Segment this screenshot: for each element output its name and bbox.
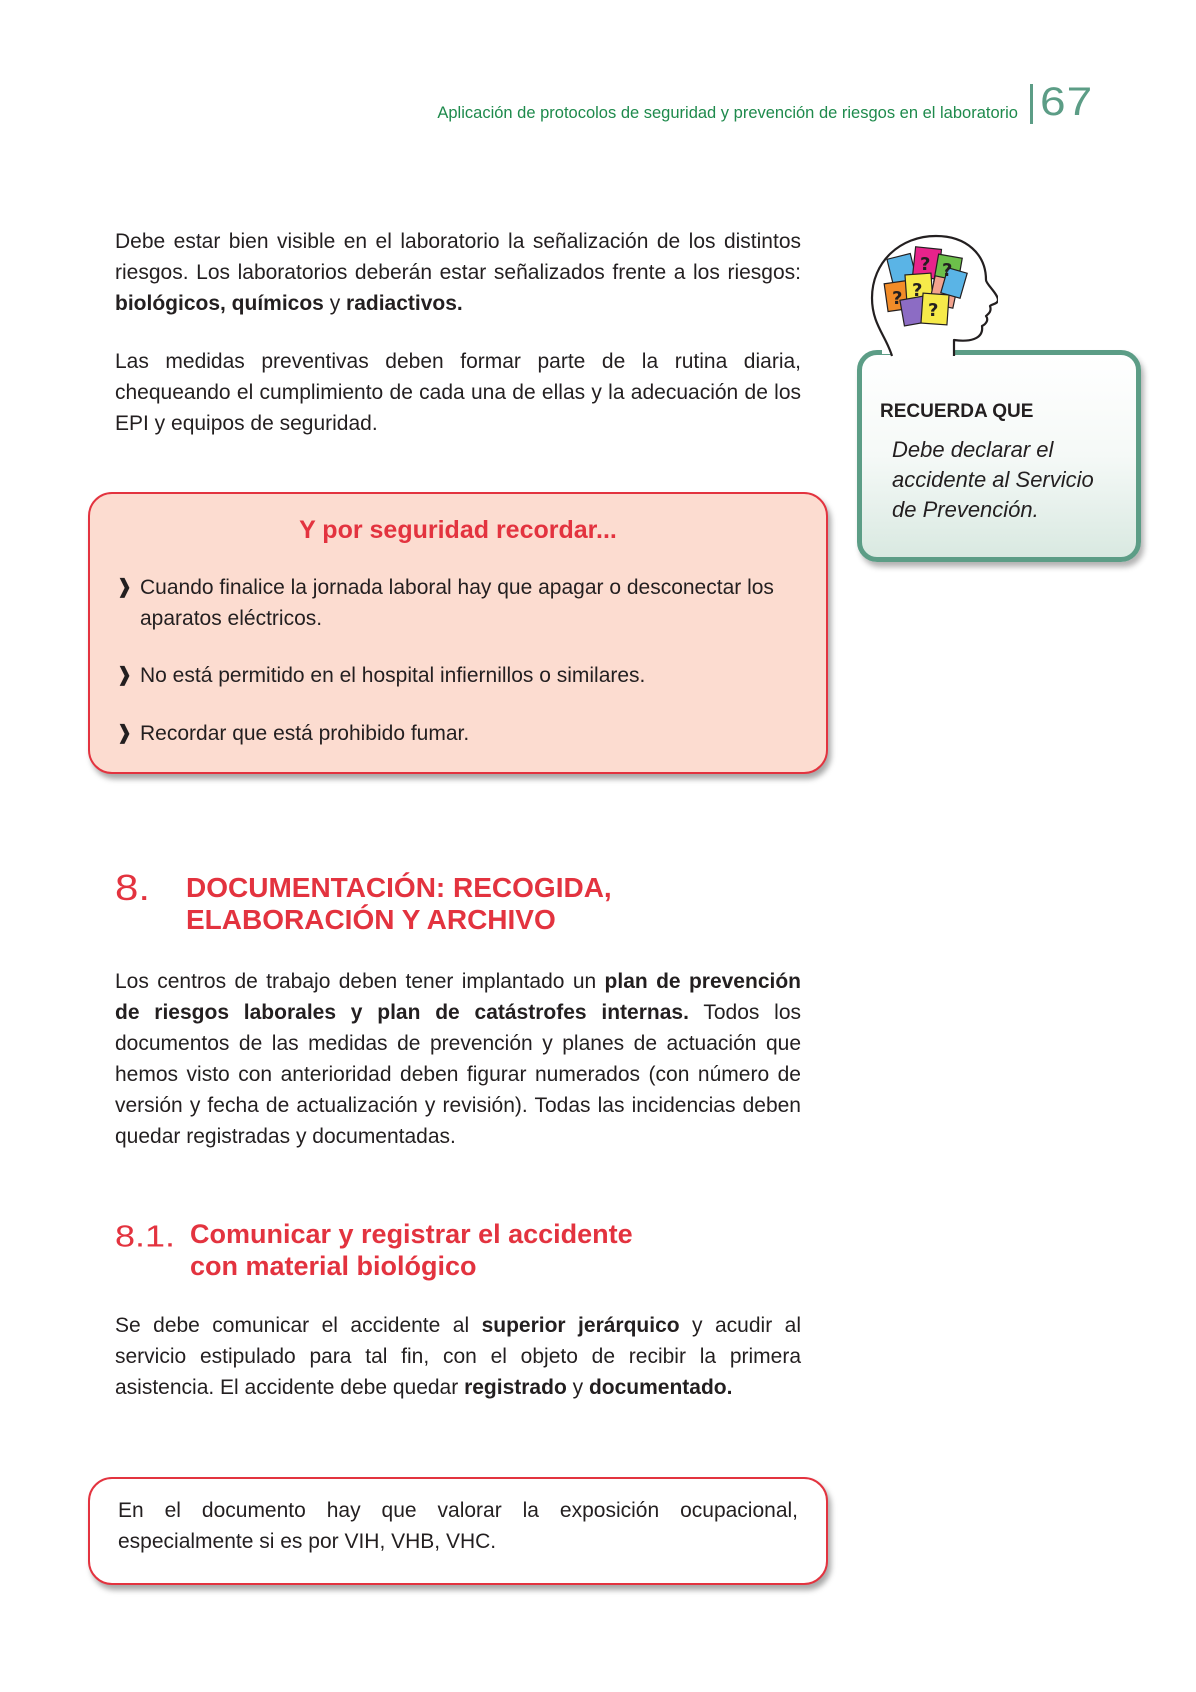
section-8-number: 8. xyxy=(115,867,151,908)
section-8-1-title: Comunicar y registrar el accidente con material biológico xyxy=(190,1219,633,1281)
svg-text:?: ? xyxy=(928,300,939,321)
bullet-chevron-icon: ❱ xyxy=(116,664,133,686)
safety-reminder-title: Y por seguridad recordar... xyxy=(299,516,617,544)
list-item: ❱ Recordar que está prohibido fumar. xyxy=(116,718,806,749)
list-item: ❱ No está permitido en el hospital infiernillos o similares. xyxy=(116,660,806,691)
intro-paragraph-2: Las medidas preventivas deben formar parte de la rutina diaria, chequeando el cumplimiento de cada una de ellas y la adecuación de los EPI y equipos de seguridad. xyxy=(115,350,801,435)
exposure-note-box xyxy=(88,1477,828,1585)
svg-text:?: ? xyxy=(920,254,931,275)
reminder-text: Debe declarar el accidente al Servicio de Prevención. xyxy=(892,437,1094,522)
bullet-chevron-icon: ❱ xyxy=(116,576,133,598)
svg-text:?: ? xyxy=(892,288,903,309)
svg-text:?: ? xyxy=(942,260,953,281)
section-8-1-number: 8.1. xyxy=(115,1218,176,1254)
reminder-title: RECUERDA QUE xyxy=(880,401,1034,422)
page-number: 67 xyxy=(1040,78,1094,124)
running-header: Aplicación de protocolos de seguridad y prevención de riesgos en el laboratorio xyxy=(437,104,1018,122)
list-item: ❱ Cuando finalice la jornada laboral hay que apagar o desconectar los aparatos eléctricos. xyxy=(116,572,806,634)
safety-reminder-box xyxy=(88,492,828,774)
svg-text:?: ? xyxy=(912,280,923,301)
section-8-title: DOCUMENTACIÓN: RECOGIDA, ELABORACIÓN Y ARCHIVO xyxy=(186,872,612,935)
head-question-marks-icon xyxy=(862,228,998,388)
section-8-1-paragraph: Se debe comunicar el accidente al superior jerárquico y acudir al servicio estipulado para tal fin, con el objeto de recibir la primera asistencia. El accidente debe quedar registrado y documentado. xyxy=(115,1314,801,1399)
header-divider xyxy=(1030,84,1033,124)
section-8-paragraph: Los centros de trabajo deben tener implantado un plan de prevención de riesgos laborales y plan de catástrofes internas. Todos los documentos de las medidas de prevención y planes de actuación que hemos visto con anterioridad deben figurar numerados (con número de versión y fecha de actualización y revisión). Todas las incidencias deben quedar registradas y documentadas. xyxy=(115,970,802,1148)
bullet-chevron-icon: ❱ xyxy=(116,722,133,744)
exposure-note-text: En el documento hay que valorar la exposición ocupacional, especialmente si es por VIH, VHB, VHC. xyxy=(118,1499,798,1553)
intro-paragraph-1: Debe estar bien visible en el laboratorio la señalización de los distintos riesgos. Los laboratorios deberán estar señalizados frente a los riesgos: biológicos, químicos y radiactivos. xyxy=(115,230,801,315)
